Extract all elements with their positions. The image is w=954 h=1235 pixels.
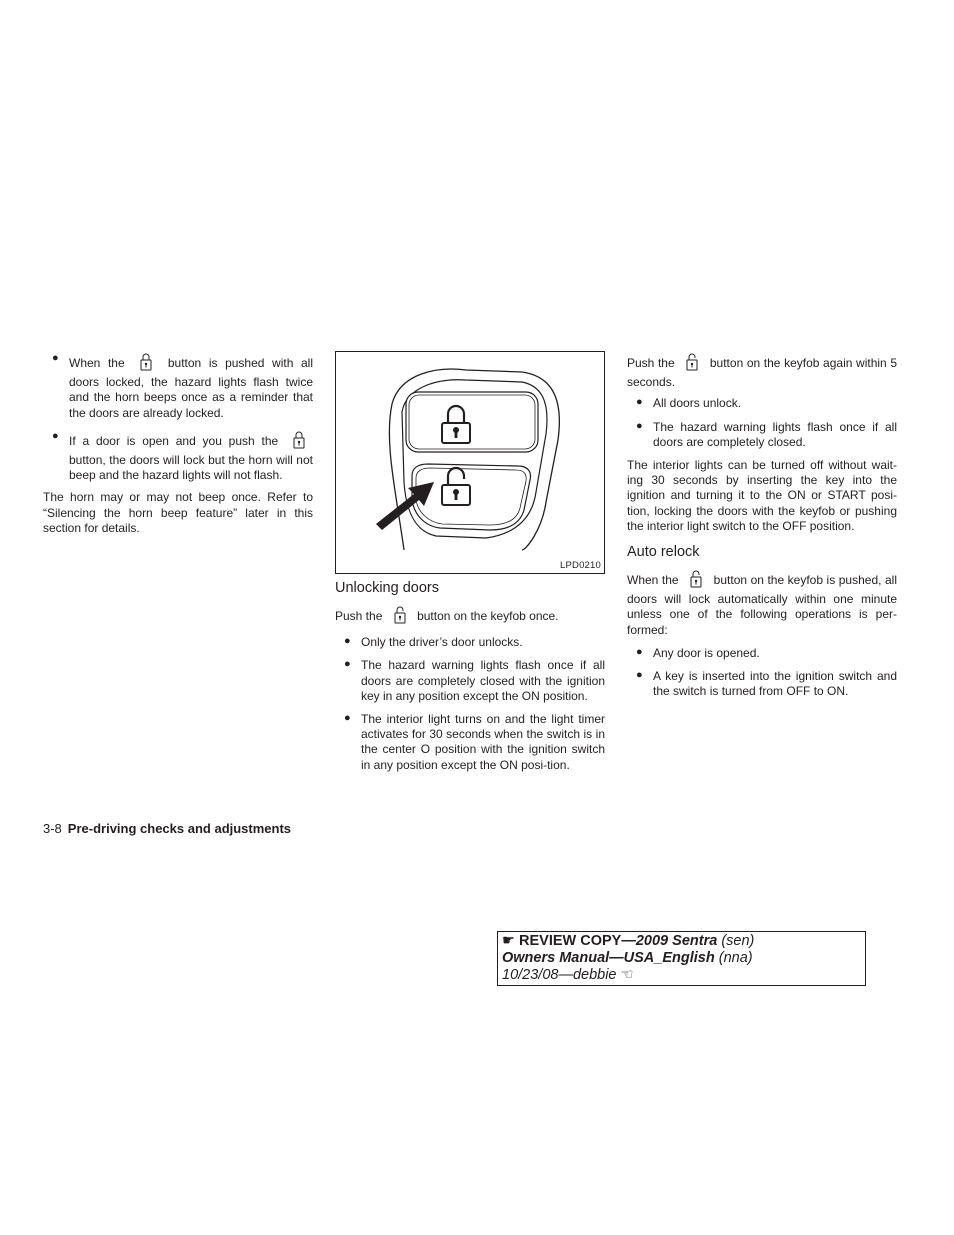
interior-lights-paragraph: The interior lights can be turned off without wait-ing 30 seconds by inserting the key into the ignition and turning it to the ON or START posi-tion, locking the doors with the keyfob or pushing the interior light switch to the OFF position. xyxy=(627,458,897,533)
bullet-dot: ● xyxy=(344,635,351,648)
review-line-2: Owners Manual—USA_English (nna) xyxy=(502,950,753,966)
bullet-dot: ● xyxy=(52,429,59,442)
middle-column xyxy=(335,579,605,781)
list-item xyxy=(627,646,897,661)
unlock-again-intro: Push the button on the keyfob again within 5 seconds. xyxy=(627,352,897,390)
list-item-text: All doors unlock. xyxy=(653,396,742,411)
auto-relock-paragraph: When the button on the keyfob is pushed, all doors will lock automatically within one minute unless one of the following operations is per-formed: xyxy=(627,569,897,638)
page-number: 3-8 xyxy=(43,821,62,836)
list-item xyxy=(43,352,313,421)
list-item xyxy=(335,658,605,704)
lock-icon xyxy=(285,430,313,453)
unlock-intro: Push the button on the keyfob once. xyxy=(335,605,605,628)
review-line-3: 10/23/08—debbie ☜ xyxy=(502,967,634,983)
pointing-hand-icon: ☛ xyxy=(502,933,515,949)
list-item xyxy=(627,396,897,411)
section-heading-auto-relock: Auto relock xyxy=(627,544,700,561)
review-copy-box xyxy=(497,931,866,986)
page-footer xyxy=(43,821,291,836)
list-item xyxy=(627,420,897,450)
bullet-dot: ● xyxy=(344,658,351,671)
unlock-icon xyxy=(678,352,706,375)
list-item xyxy=(627,669,897,699)
list-item-text: Only the driver’s door unlocks. xyxy=(361,635,523,650)
list-item-text: Any door is opened. xyxy=(653,645,760,660)
list-item xyxy=(335,712,605,773)
section-heading-unlocking: Unlocking doors xyxy=(335,580,439,596)
list-item-text: The hazard warning lights flash once if all doors are completely closed with the ignition key in any position except the ON position. xyxy=(361,658,605,703)
list-item-text: The interior light turns on and the light timer activates for 30 seconds when the switch is in the center O position with the ignition switch in any position except the ON posi-tion. xyxy=(361,712,605,772)
list-item-text: A key is inserted into the ignition switch and the switch is turned from OFF to ON. xyxy=(653,669,897,699)
horn-paragraph: The horn may or may not beep once. Refer to “Silencing the horn beep feature” later in this section for details. xyxy=(43,490,313,535)
review-line-1: ☛ REVIEW COPY—2009 Sentra (sen) xyxy=(502,933,755,949)
bullet-dot: ● xyxy=(636,396,643,409)
unlock-icon xyxy=(682,569,710,592)
bullet-dot: ● xyxy=(636,419,643,432)
right-column xyxy=(627,352,897,707)
bullet-dot: ● xyxy=(52,352,59,364)
bullet-dot: ● xyxy=(636,669,643,682)
list-item-text: The hazard warning lights flash once if all doors are completely closed. xyxy=(653,419,897,449)
keyfob-figure xyxy=(335,351,605,574)
bullet-dot: ● xyxy=(636,645,643,658)
figure-label: LPD0210 xyxy=(559,560,601,571)
bullet-dot: ● xyxy=(344,712,351,725)
section-title: Pre-driving checks and adjustments xyxy=(67,821,292,836)
keyfob-illustration xyxy=(336,352,605,574)
lock-icon xyxy=(132,352,160,375)
list-item xyxy=(335,635,605,650)
unlock-icon xyxy=(386,605,414,628)
list-item xyxy=(43,430,313,484)
list-item-text: When the button is pushed with all doors locked, the hazard lights flash twice and the horn beeps once as a reminder that the doors are already locked. xyxy=(69,352,313,421)
list-item-text: If a door is open and you push the button, the doors will lock but the horn will not beep and the hazard lights will not flash. xyxy=(69,430,313,484)
left-column xyxy=(43,352,313,536)
pointing-hand-icon: ☜ xyxy=(620,967,634,983)
